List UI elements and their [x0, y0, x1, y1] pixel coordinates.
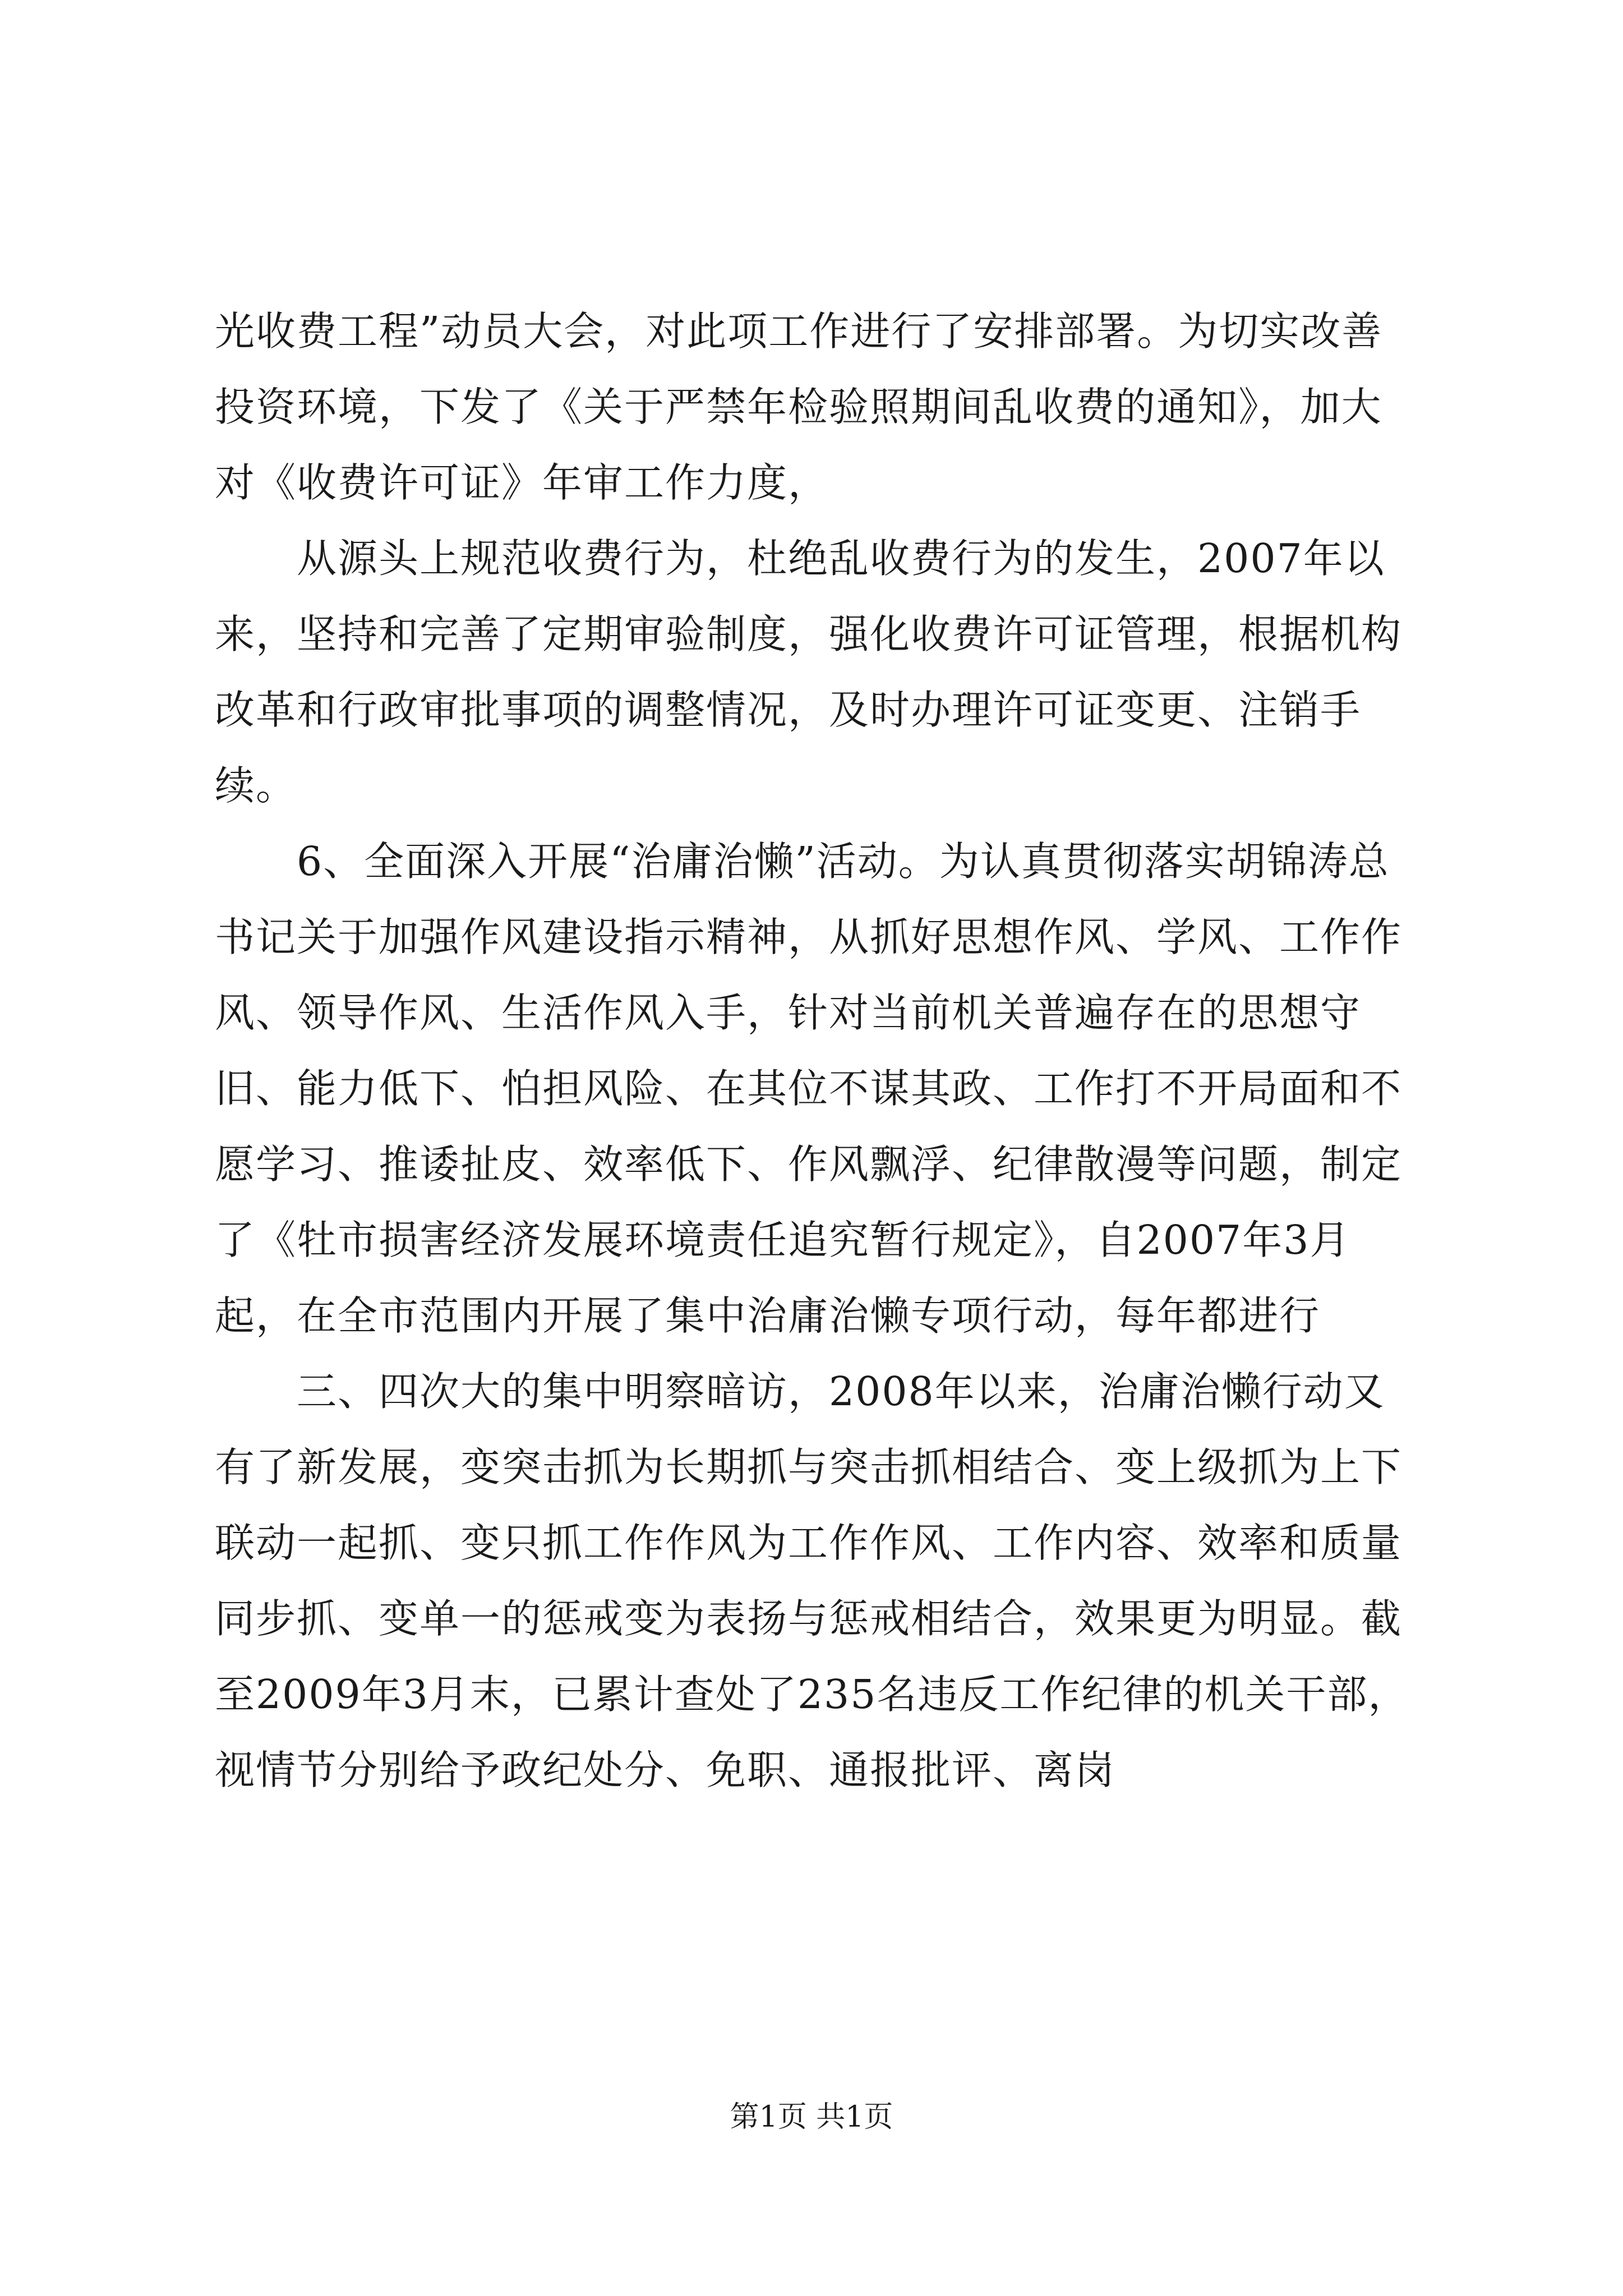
paragraph-4: 三、四次大的集中明察暗访，2008年以来，治庸治懒行动又有了新发展，变突击抓为长期抓与突击抓相结合、变上级抓为上下联动一起抓、变只抓工作作风为工作作风、工作内容、效率和质量同步抓、变单一的惩戒变为表扬与惩戒相结合，效果更为明显。截至2009年3月末，已累计查处了235名违反工作纪律的机关干部，视情节分别给予政纪处分、免职、通报批评、离岗: [215, 1368, 1409, 1793]
paragraph-2: 从源头上规范收费行为，杜绝乱收费行为的发生，2007年以来，坚持和完善了定期审验制度，强化收费许可证管理，根据机构改革和行政审批事项的调整情况，及时办理许可证变更、注销手续。: [215, 535, 1403, 809]
paragraph-3: 6、全面深入开展“治庸治懒”活动。为认真贯彻落实胡锦涛总书记关于加强作风建设指示精神，从抓好思想作风、学风、工作作风、领导作风、生活作风入手，针对当前机关普遍存在的思想守旧、能力低下、怕担风险、在其位不谋其政、工作打不开局面和不愿学习、推诿扯皮、效率低下、作风飘浮、纪律散漫等问题，制定了《牡市损害经济发展环境责任追究暂行规定》，自2007年3月起，在全市范围内开展了集中治庸治懒专项行动，每年都进行: [215, 838, 1403, 1339]
paragraph-1: 光收费工程”动员大会，对此项工作进行了安排部署。为切实改善投资环境，下发了《关于严禁年检验照期间乱收费的通知》，加大对《收费许可证》年审工作力度，: [215, 308, 1383, 506]
page-number-footer: 第1页 共1页: [730, 2100, 893, 2134]
document-body: [215, 293, 1412, 1808]
